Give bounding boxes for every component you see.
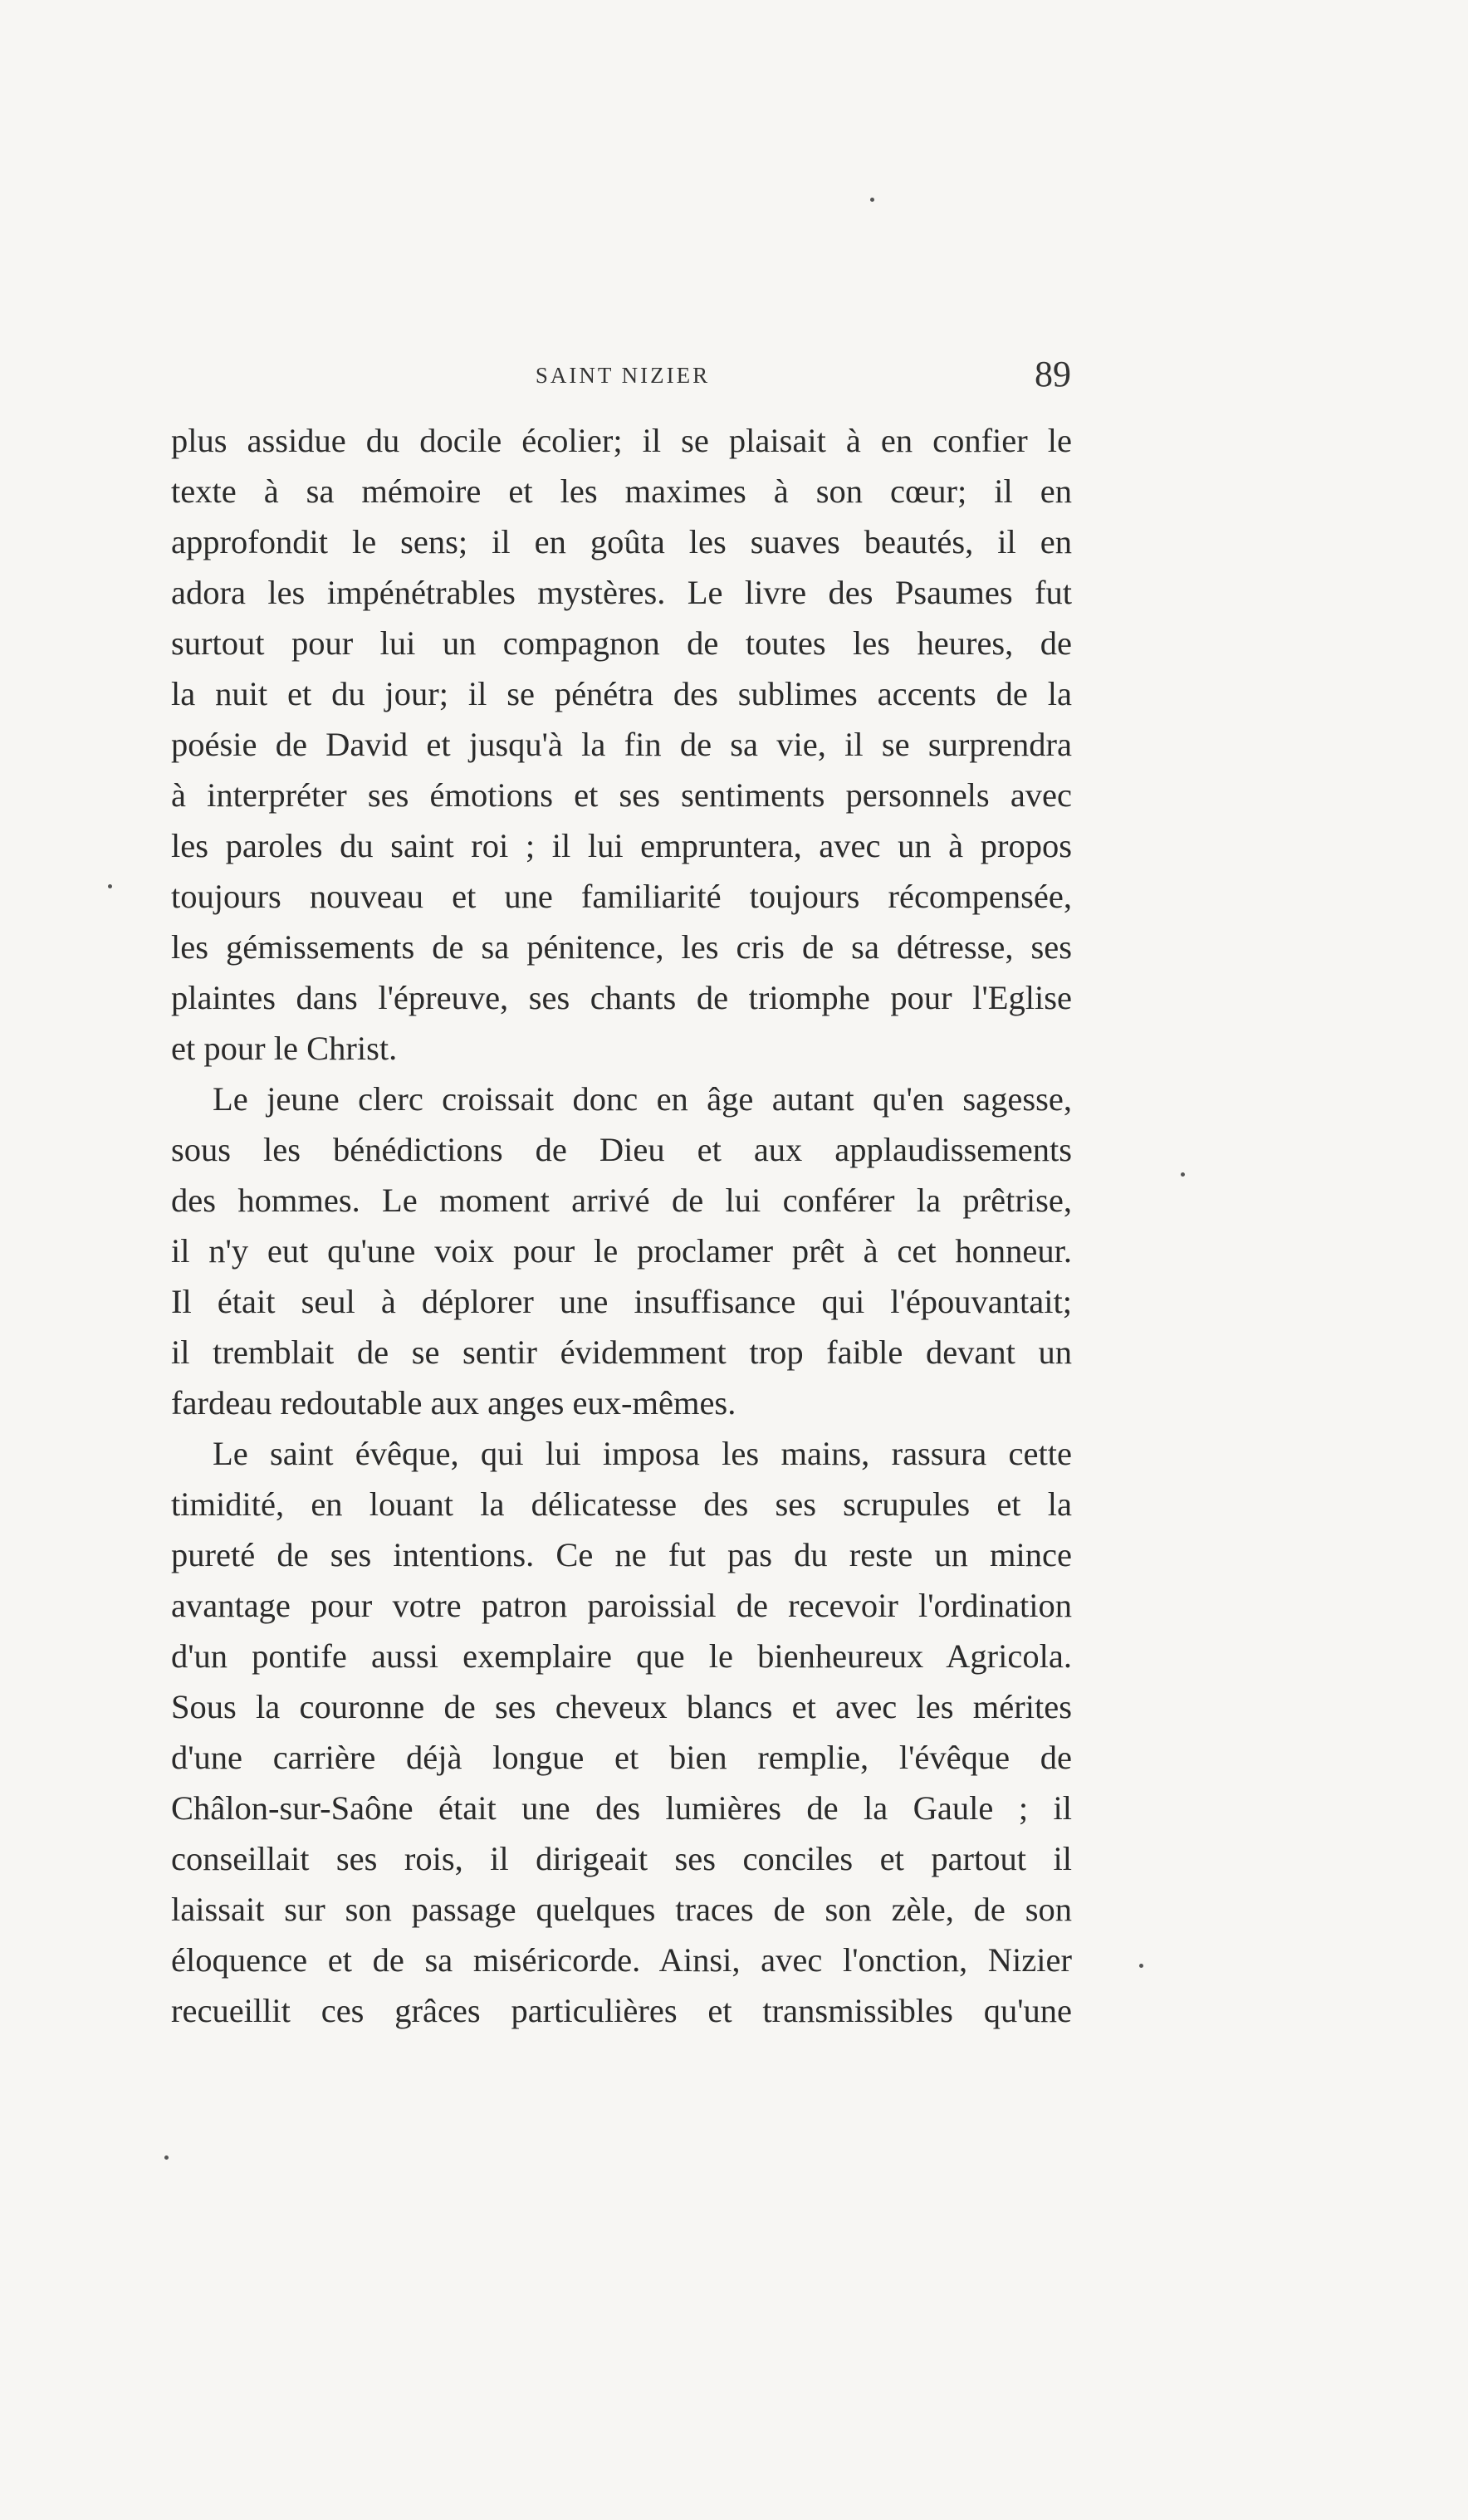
text-line: surtout pour lui un compagnon de toutes les heures, de	[171, 624, 1072, 662]
text-line: d'une carrière déjà longue et bien remplie, l'évêque de	[171, 1739, 1072, 1776]
text-line: et pour le Christ.	[171, 1030, 398, 1067]
paper-speck	[1181, 1172, 1185, 1177]
text-line: Châlon-sur-Saône était une des lumières de la Gaule ; il	[171, 1789, 1072, 1827]
body-text	[171, 415, 1072, 2036]
text-line: plus assidue du docile écolier; il se plaisait à en confier le	[171, 422, 1072, 459]
paragraph-2	[171, 1074, 1072, 1428]
text-line: plaintes dans l'épreuve, ses chants de triomphe pour l'Eglise	[171, 979, 1072, 1016]
text-line: Il était seul à déplorer une insuffisance qui l'épouvantait;	[171, 1283, 1072, 1320]
text-line: sous les bénédictions de Dieu et aux applaudissements	[171, 1131, 1072, 1168]
text-line: il n'y eut qu'une voix pour le proclamer prêt à cet honneur.	[171, 1232, 1072, 1270]
paper-speck	[164, 2155, 169, 2160]
text-line: il tremblait de se sentir évidemment trop faible devant un	[171, 1333, 1072, 1371]
paragraph-1	[171, 415, 1072, 1074]
text-line: avantage pour votre patron paroissial de recevoir l'ordination	[171, 1587, 1072, 1624]
text-line: les paroles du saint roi ; il lui empruntera, avec un à propos	[171, 827, 1072, 864]
text-line: la nuit et du jour; il se pénétra des sublimes accents de la	[171, 675, 1072, 712]
text-line: laissait sur son passage quelques traces de son zèle, de son	[171, 1891, 1072, 1928]
text-line: Le jeune clerc croissait donc en âge autant qu'en sagesse,	[213, 1080, 1072, 1118]
text-line: toujours nouveau et une familiarité toujours récompensée,	[171, 878, 1072, 915]
text-line: les gémissements de sa pénitence, les cris de sa détresse, ses	[171, 928, 1072, 966]
text-line: des hommes. Le moment arrivé de lui conférer la prêtrise,	[171, 1182, 1072, 1219]
page-number: 89	[1035, 354, 1071, 394]
paragraph-3	[171, 1428, 1072, 2036]
text-line: Le saint évêque, qui lui imposa les mains, rassura cette	[213, 1435, 1072, 1472]
running-head	[174, 353, 1071, 403]
text-line: à interpréter ses émotions et ses sentiments personnels avec	[171, 776, 1072, 814]
text-line: texte à sa mémoire et les maximes à son cœur; il en	[171, 472, 1072, 510]
text-line: pureté de ses intentions. Ce ne fut pas du reste un mince	[171, 1536, 1072, 1573]
text-line: fardeau redoutable aux anges eux-mêmes.	[171, 1384, 736, 1421]
text-line: conseillait ses rois, il dirigeait ses conciles et partout il	[171, 1840, 1072, 1877]
text-line: approfondit le sens; il en goûta les suaves beautés, il en	[171, 523, 1072, 560]
text-line: recueillit ces grâces particulières et transmissibles qu'une	[171, 1992, 1072, 2029]
text-line: Sous la couronne de ses cheveux blancs et avec les mérites	[171, 1688, 1072, 1725]
text-line: timidité, en louant la délicatesse des ses scrupules et la	[171, 1485, 1072, 1523]
text-line: d'un pontife aussi exemplaire que le bienheureux Agricola.	[171, 1637, 1072, 1675]
text-line: adora les impénétrables mystères. Le livre des Psaumes fut	[171, 574, 1072, 611]
text-line: poésie de David et jusqu'à la fin de sa vie, il se surprendra	[171, 726, 1072, 763]
paper-speck	[108, 884, 112, 888]
running-title: SAINT NIZIER	[535, 363, 711, 388]
paper-speck	[870, 198, 874, 202]
paper-speck	[1139, 1964, 1143, 1968]
text-line: éloquence et de sa miséricorde. Ainsi, avec l'onction, Nizier	[171, 1941, 1072, 1979]
